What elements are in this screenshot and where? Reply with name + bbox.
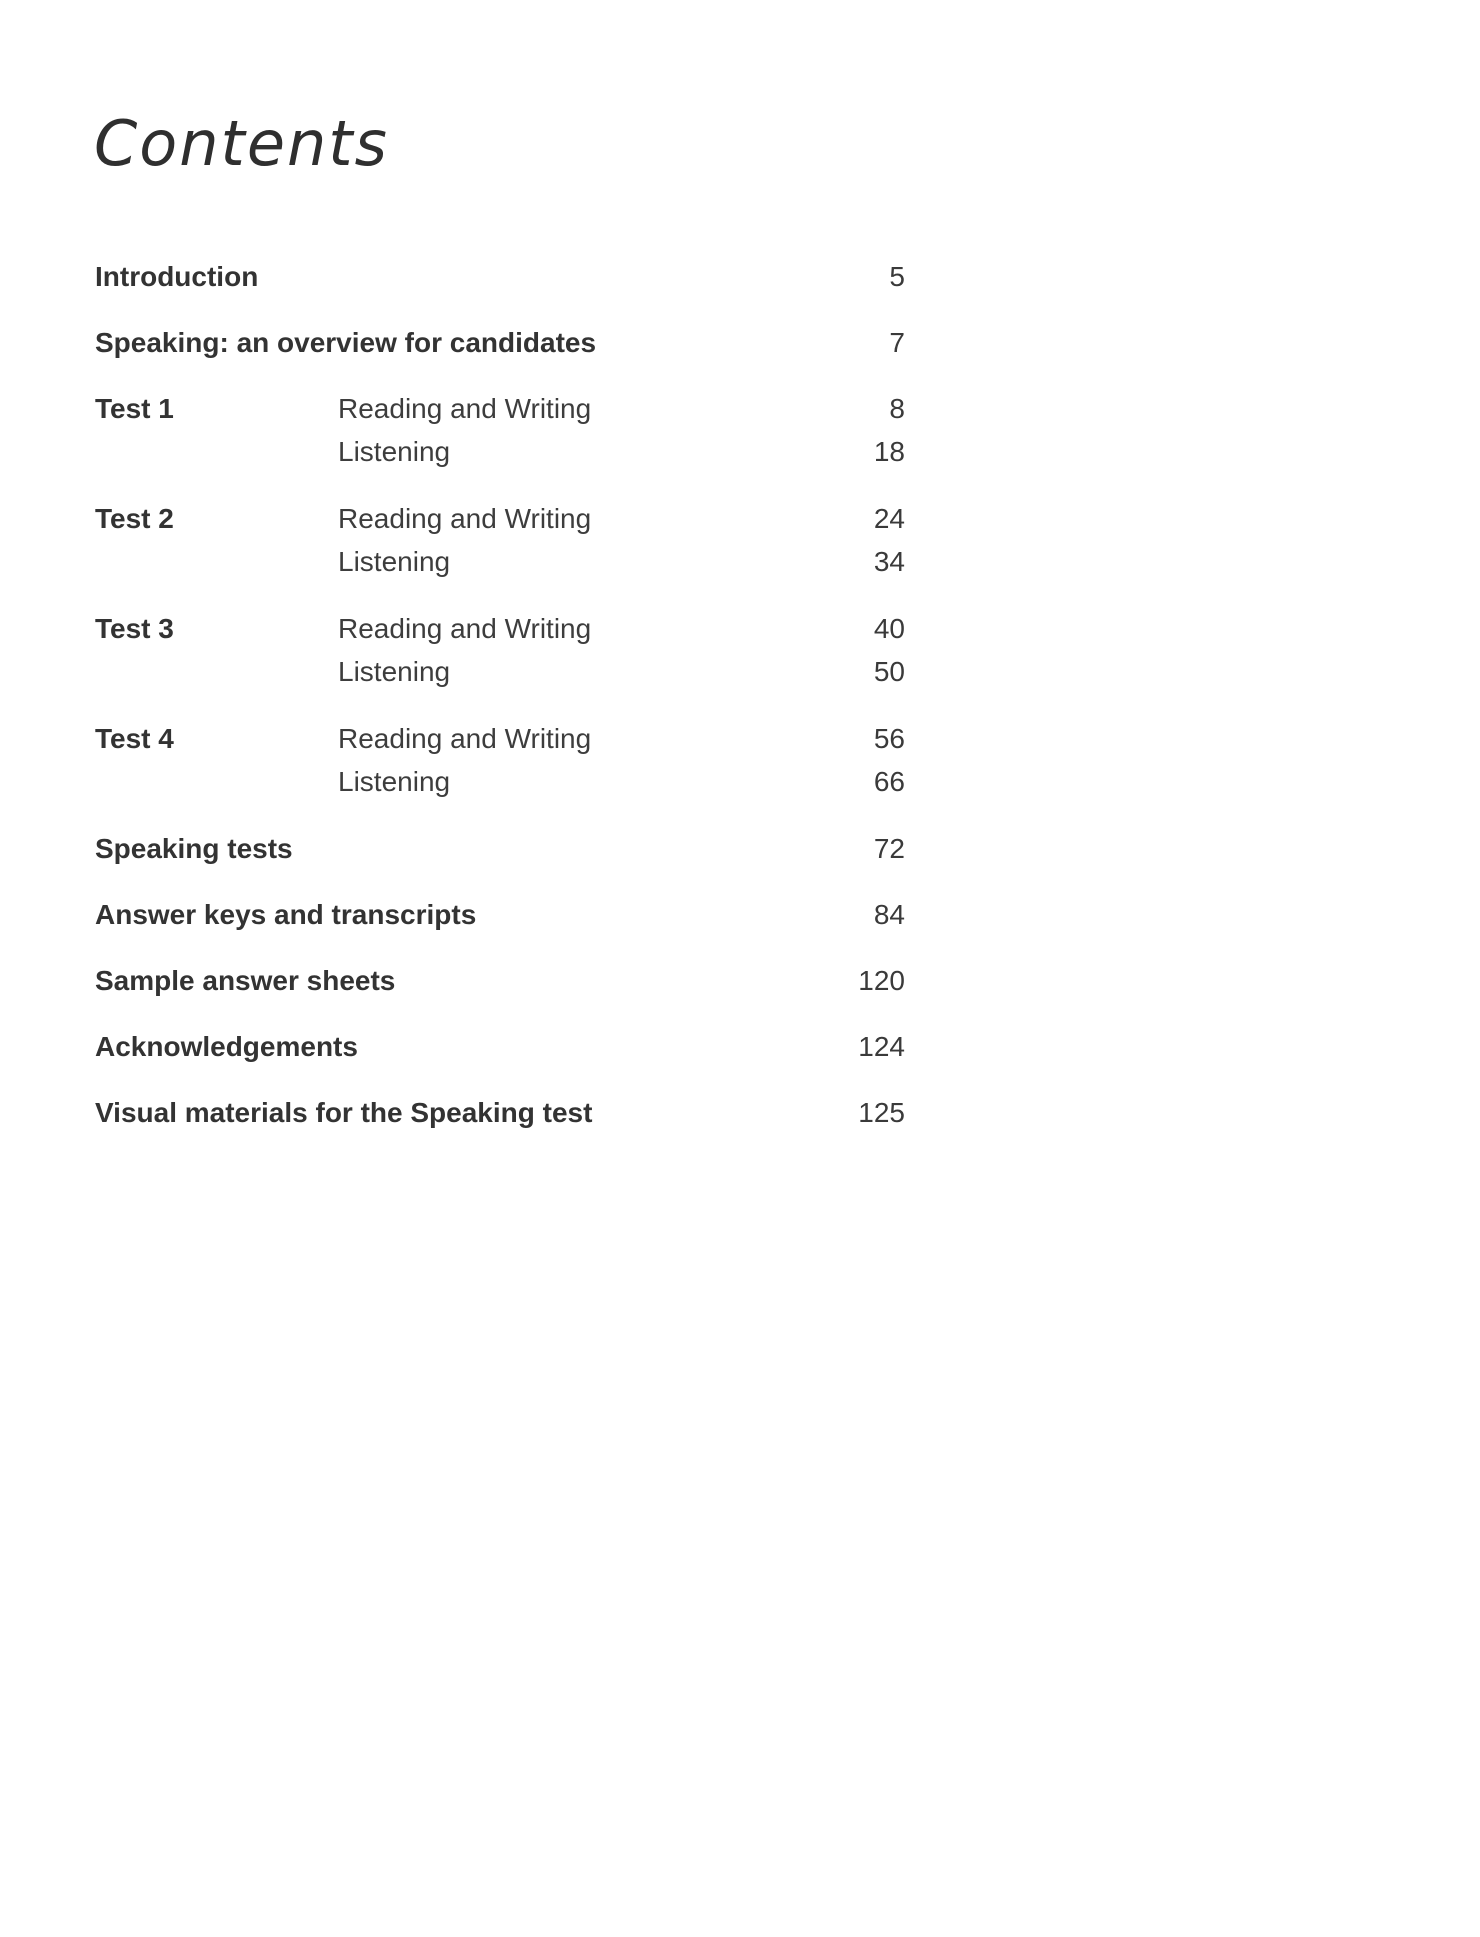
toc-sub-page: 40 <box>873 613 905 644</box>
toc-sub-label: Reading and Writing <box>338 723 592 754</box>
toc-sub-entry-listening[interactable] <box>338 650 905 693</box>
toc-entry-answer-keys[interactable] <box>95 893 905 959</box>
toc-entry-page: 84 <box>873 899 905 930</box>
toc-sub-label: Listening <box>338 766 451 797</box>
toc-sub-entry-reading-writing[interactable] <box>338 497 905 540</box>
toc-sub-page: 66 <box>873 766 905 797</box>
toc-entry-visual-materials[interactable] <box>95 1091 905 1157</box>
toc-sub-label: Listening <box>338 546 451 577</box>
toc-sub-list <box>338 497 905 583</box>
toc-group-title: Test 2 <box>95 503 174 534</box>
toc-group-title: Test 3 <box>95 613 174 644</box>
toc-entry-page: 5 <box>889 261 905 292</box>
toc-entry-acknowledgements[interactable] <box>95 1025 905 1091</box>
toc-sub-label: Reading and Writing <box>338 613 592 644</box>
toc-sub-label: Reading and Writing <box>338 393 592 424</box>
toc-sub-entry-listening[interactable] <box>338 760 905 803</box>
toc-sub-page: 34 <box>873 546 905 577</box>
toc-group-test-3 <box>95 607 905 717</box>
toc-entry-page: 125 <box>858 1097 905 1128</box>
toc-sub-page: 24 <box>873 503 905 534</box>
toc-group-test-1 <box>95 387 905 497</box>
toc-entry-title: Visual materials for the Speaking test <box>95 1097 593 1128</box>
toc-group-title: Test 1 <box>95 393 174 424</box>
page-title: Contents <box>94 107 389 180</box>
toc-group-test-4 <box>95 717 905 827</box>
toc-sub-label: Listening <box>338 656 451 687</box>
toc-entry-page: 72 <box>873 833 905 864</box>
toc-group-test-2 <box>95 497 905 607</box>
toc-entry-sample-answer-sheets[interactable] <box>95 959 905 1025</box>
toc-entry-title: Speaking tests <box>95 833 293 864</box>
toc-entry-title: Speaking: an overview for candidates <box>95 327 597 358</box>
toc-sub-page: 50 <box>873 656 905 687</box>
toc-entry-title: Introduction <box>95 261 259 292</box>
toc-entry-introduction[interactable] <box>95 255 905 321</box>
toc-sub-page: 18 <box>873 436 905 467</box>
toc-sub-entry-listening[interactable] <box>338 540 905 583</box>
toc-sub-entry-reading-writing[interactable] <box>338 717 905 760</box>
toc-entry-speaking-tests[interactable] <box>95 827 905 893</box>
toc-sub-entry-reading-writing[interactable] <box>338 607 905 650</box>
toc-sub-page: 8 <box>889 393 905 424</box>
toc-sub-label: Listening <box>338 436 451 467</box>
toc-group-title: Test 4 <box>95 723 174 754</box>
table-of-contents <box>95 255 905 1157</box>
toc-sub-list <box>338 717 905 803</box>
toc-entry-page: 124 <box>858 1031 905 1062</box>
toc-entry-title: Sample answer sheets <box>95 965 396 996</box>
toc-sub-label: Reading and Writing <box>338 503 592 534</box>
toc-entry-page: 120 <box>858 965 905 996</box>
toc-entry-title: Answer keys and transcripts <box>95 899 477 930</box>
toc-sub-page: 56 <box>873 723 905 754</box>
toc-sub-entry-reading-writing[interactable] <box>338 387 905 430</box>
toc-entry-page: 7 <box>889 327 905 358</box>
toc-sub-entry-listening[interactable] <box>338 430 905 473</box>
toc-sub-list <box>338 387 905 473</box>
toc-entry-speaking-overview[interactable] <box>95 321 905 387</box>
toc-sub-list <box>338 607 905 693</box>
toc-entry-title: Acknowledgements <box>95 1031 358 1062</box>
